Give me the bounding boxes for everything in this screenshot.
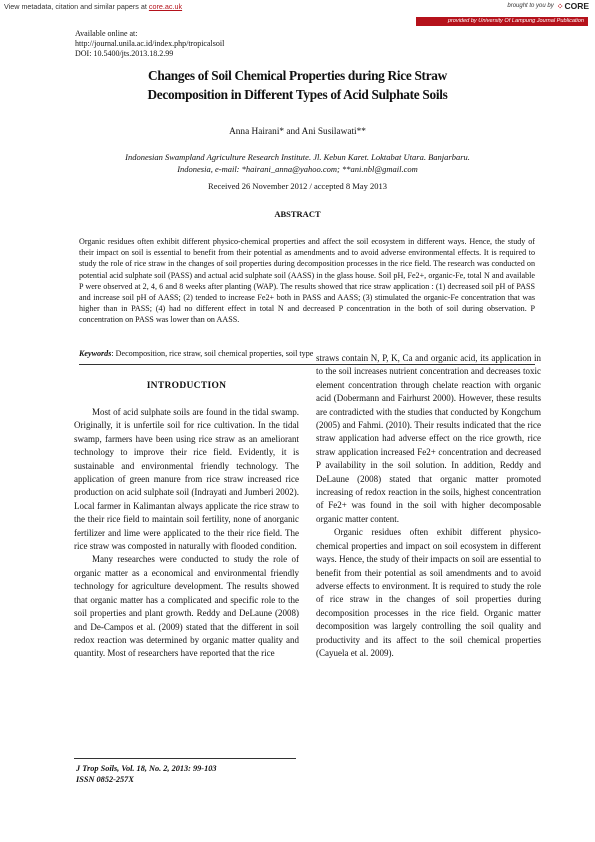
journal-header [75,29,224,59]
doi: DOI: 10.5400/jts.2013.18.2.99 [75,49,174,58]
keywords-text: : Decomposition, rice straw, soil chemical properties, soil type [111,349,314,358]
core-banner [0,0,595,12]
introduction-heading: INTRODUCTION [146,381,227,391]
affiliation-line-2: Indonesia, e-mail: *hairani_anna@yahoo.com; **ani.nbl@gmail.com [177,163,418,174]
core-link[interactable]: core.ac.uk [148,2,183,11]
core-metadata-text [4,2,182,11]
journal-citation: J Trop Soils, Vol. 18, No. 2, 2013: 99-103 [76,764,217,773]
core-metadata-label: View metadata, citation and similar papers at [4,2,147,11]
intro-paragraph-4: Organic residues often exhibit different physico-chemical properties and impact on soil ecosystem in different ways. Hence, the study of their impacts on soil are essential to benefit from their potential as soil amendments and to avoid adverse effects to environment. It is required to study the role of rice straw in the changes of soil properties during decomposition processes in the rice field. Organic matter decomposition was largely controlling the soil quality and productivity and its affect to the soil chemical properties (Cayuela et al. 2009). [316,527,541,658]
core-logo-text: CORE [564,1,589,11]
affiliation-line-1: Indonesian Swampland Agriculture Research Institute. Jl. Kebun Karet. Loktabat Utara. Banjarbaru. [125,152,470,162]
journal-footer [76,763,217,785]
intro-paragraph-1: Most of acid sulphate soils are found in the tidal swamp. Originally, it is unfertile soil for rice cultivation. In the tidal swamp, farmers have been using rice straw as an ameliorant technology to improve their rice field. Evidently, it is sustainable and environmental friendly technology. The application of green manure from rice straw increased rice production on acid sulphate soil (Indrayati and Jumberi 2002). Local farmer in Kalimantan always applicate the rice straw to the their rice field to maintain soil fertility, none of anorganic fertilizer and lime were applicated to the their rice field. The rice straw was composted in naturally with flooded condition. [74,407,299,552]
core-brought-by[interactable] [507,1,589,11]
available-online-label: Available online at: [75,29,138,38]
core-logo [557,1,589,11]
brought-to-you-text: brought to you by [507,3,554,9]
provided-by-text: provided by University Of Lampung Journal Publication [447,18,584,24]
issn: ISSN 0852-257X [76,775,134,784]
affiliation [40,152,555,175]
received-date: Received 26 November 2012 / accepted 8 May 2013 [208,181,387,191]
core-dots-icon: ⁘ [556,1,563,11]
intro-paragraph-2: Many researches were conducted to study the role of organic matter as a economical and environmental friendly technology for agriculture development. The results showed that organic matter has a complicated and specific role to the soil properties and plant growth. Reddy and DeLaune (2008) and De-Campos et al. (2009) stated that the different in soil redox reaction was determined by organic matter quality and quantity. Most of researchers have reported that the rice [74,554,299,659]
journal-url[interactable]: http://journal.unila.ac.id/index.php/tropicalsoil [75,39,225,48]
abstract-text: Organic residues often exhibit different physico-chemical properties and affect the soil ecosystem in different ways. Hence, the study of their impact on soil is essential to benefit from their potential as amendments and to avoid adverse environmental effects. It is required to study the role of rice straw in the changes of soil properties during decomposition processes in the rice field. The research was conducted on potential acid sulphate soil (PASS) and actual acid sulphate soil (AASS) in the glass house. Soil pH, Fe2+, organic-Fe, total N and available P were observed at 2, 4, 6 and 8 weeks after planting (WAP). The results showed that rice straw application : (1) decreased soil pH of PASS and increase soil pH of AASS; (2) tended to increase Fe2+ both in PASS and AASS; (3) stimulated the organic-Fe concentration that was higher than in PASS; (4) had no different effect in total N and decreased P concentration in the both of soil during observation. P concentration on PASS was lower than on AASS. [79,237,535,325]
paper-title [40,66,555,104]
abstract-heading: ABSTRACT [274,209,321,219]
authors: Anna Hairani* and Ani Susilawati** [229,127,366,137]
right-column [316,352,541,660]
footer-divider [74,758,296,759]
left-column [74,406,299,661]
title-line-2: Decomposition in Different Types of Acid Sulphate Soils [147,87,448,102]
intro-paragraph-3: straws contain N, P, K, Ca and organic acid, its application in to the soil increases nutrient concentration and decreases toxic element concentration through chelate reaction with organic acid (Dobermann and Fairhurst 2000). However, these results are contradicted with the studies that conducted by Kongchum (2005) and Fahmi. (2010). Their results indicated that the rice straw application had adverse effect on the rice growth, rice straw application increased Fe2+ concentration and decreased P availability in the soil solution. In addition, Reddy and DeLaune (2008) stated that organic matter promoted increasing of redox reaction in the soils, highest concentration of Fe2+ was found in the soil with higher decomposable organic matter content. [316,353,541,524]
keywords-label: Keywords [79,349,112,358]
provided-by-bar[interactable] [416,17,588,26]
title-line-1: Changes of Soil Chemical Properties during Rice Straw [148,68,447,83]
